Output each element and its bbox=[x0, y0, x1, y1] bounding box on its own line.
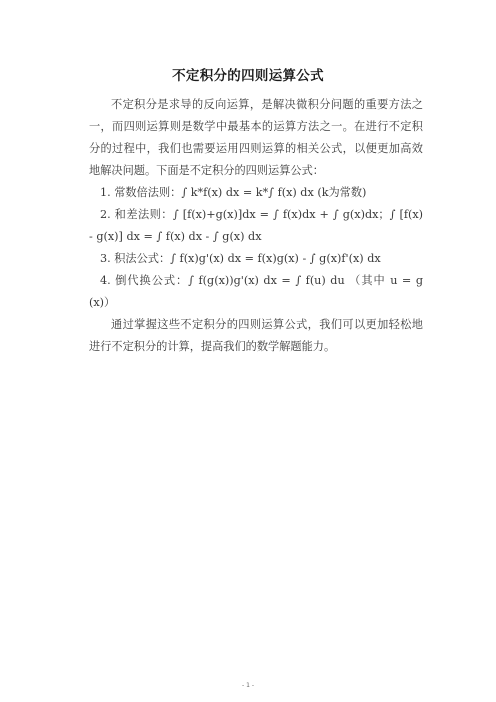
formula-substitution: 4. 倒代换公式：∫ f(g(x))g'(x) dx = ∫ f(u) du （其中 u = g(x)） bbox=[89, 274, 423, 309]
conclusion-paragraph: 通过掌握这些不定积分的四则运算公式，我们可以更加轻松地进行不定积分的计算，提高我们的数学解题能力。 bbox=[89, 318, 423, 353]
formula-integration-by-parts: 3. 积法公式：∫ f(x)g'(x) dx = f(x)g(x) - ∫ g(x)f'(x) dx bbox=[100, 252, 381, 265]
document-title: 不定积分的四则运算公式 bbox=[172, 68, 324, 84]
formula-sum-difference: 2. 和差法则：∫ [f(x)+g(x)]dx = ∫ f(x)dx + ∫ g(x)dx；∫ [f(x) - g(x)] dx = ∫ f(x) dx - ∫ g(x) dx bbox=[89, 208, 423, 243]
intro-paragraph: 不定积分是求导的反向运算，是解决微积分问题的重要方法之一，而四则运算则是数学中最基本的运算方法之一。在进行不定积分的过程中，我们也需要运用四则运算的相关公式，以便更加高效地解决问题。下面是不定积分的四则运算公式： bbox=[89, 98, 423, 177]
formula-constant-multiple: 1. 常数倍法则：∫ k*f(x) dx = k*∫ f(x) dx (k为常数) bbox=[100, 186, 367, 199]
page-number: - 1 - bbox=[242, 682, 254, 689]
document-body bbox=[89, 94, 423, 358]
